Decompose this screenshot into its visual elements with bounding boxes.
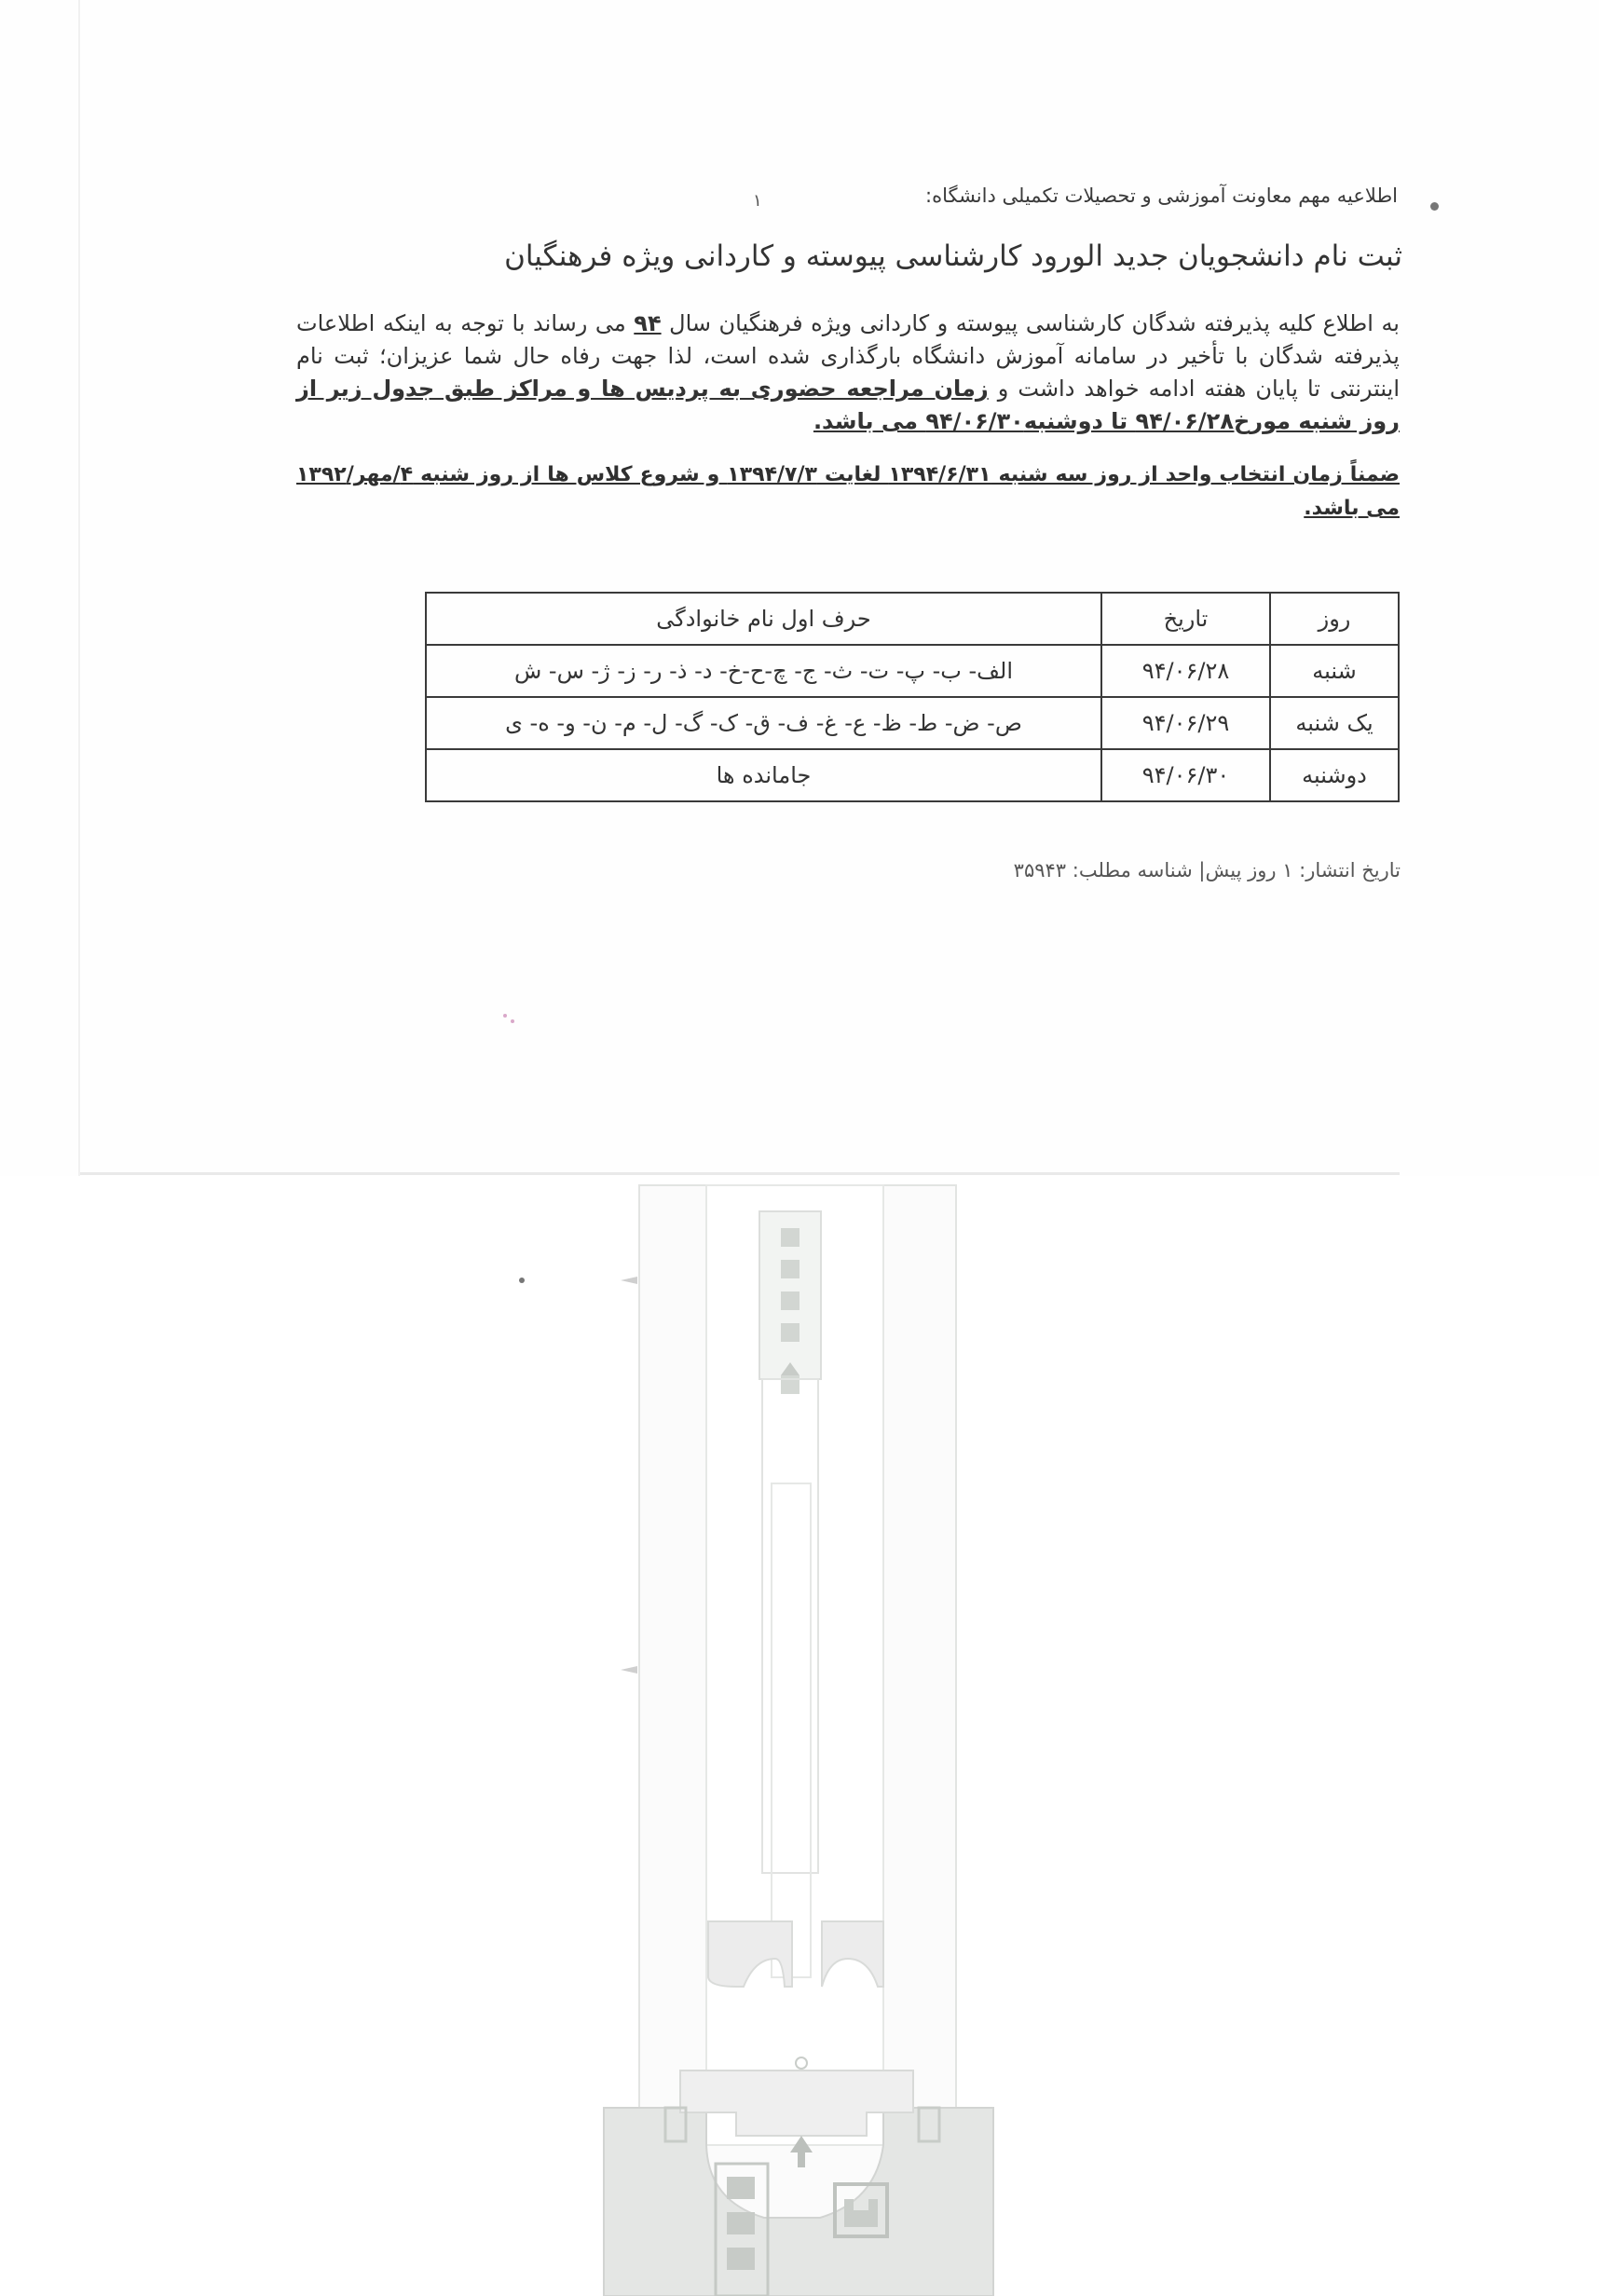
notice-header: اطلاعیه مهم معاونت آموزشی و تحصیلات تکمیلی دانشگاه:: [925, 184, 1398, 207]
schedule-table: [425, 592, 1400, 802]
cell-day: شنبه: [1270, 645, 1399, 697]
dust-dot: [519, 1278, 525, 1283]
rail-pin: [621, 1277, 637, 1284]
rail-pin: [621, 1666, 637, 1674]
publish-meta: تاریخ انتشار: ۱ روز پیش| شناسه مطلب: ۳۵۹۴۳: [1013, 859, 1401, 882]
cell-day: دوشنبه: [1270, 749, 1399, 801]
header-day: روز: [1270, 593, 1399, 645]
table-row: [426, 749, 1399, 801]
header-date: تاریخ: [1101, 593, 1270, 645]
scan-speck: [503, 1014, 507, 1018]
paragraph-bold-text: زمان مراجعه حضوری به پردیس ها و مراکز طبق جدول زیر از روز شنبه مورخ۹۴/۰۶/۲۸ تا دوشنبه۹۴/۰۶/۳۰ می باشد.: [296, 376, 1400, 434]
film-frames: [727, 2177, 755, 2270]
cell-date: ۹۴/۰۶/۲۸: [1101, 645, 1270, 697]
enrollment-paragraph: ضمناً زمان انتخاب واحد از روز سه شنبه ۱۳۹۴/۶/۳۱ لغایت ۱۳۹۴/۷/۳ و شروع کلاس ها از روز شنبه ۴/مهر/۱۳۹۲ می باشد.: [296, 463, 1401, 520]
year-highlight: ۹۴: [634, 310, 662, 336]
page-title: ثبت نام دانشجویان جدید الورود کارشناسی پیوسته و کاردانی ویژه فرهنگیان: [504, 239, 1402, 273]
paragraph-text-1: به اطلاع کلیه پذیرفته شدگان کارشناسی پیوسته و کاردانی ویژه فرهنگیان سال: [661, 310, 1400, 336]
scan-speck: [511, 1019, 514, 1023]
paper-bottom-edge: [80, 1172, 1400, 1175]
cell-letters: ص- ض- ط- ظ- ع- غ- ف- ق- ک- گ- ل- م- ن- و- ه- ی: [426, 697, 1101, 749]
paper-left-edge: [78, 0, 80, 1176]
cell-date: ۹۴/۰۶/۳۰: [1101, 749, 1270, 801]
cell-letters: جامانده ها: [426, 749, 1101, 801]
bullet-icon: [1430, 202, 1439, 211]
page-number: ۱: [753, 191, 762, 211]
scanner-bed: [0, 1176, 1599, 2296]
cell-letters: الف- ب- پ- ت- ث- ج- چ-ح-خ- د- ذ- ر- ز- ژ- س- ش: [426, 645, 1101, 697]
header-letters: حرف اول نام خانوادگی: [426, 593, 1101, 645]
paragraph-text-2: می رساند با توجه به اینکه اطلاعات پذیرفته شدگان با تأخیر در سامانه آموزش دانشگاه بارگذاری شده است، لذا جهت رفاه حال شما عزیزان؛ ثبت نام اینترنتی تا پایان هفته ادامه خواهد داشت و: [296, 310, 1401, 402]
table-row: [426, 645, 1399, 697]
cell-day: یک شنبه: [1270, 697, 1399, 749]
table-row: [426, 697, 1399, 749]
announcement-paragraph: [296, 308, 1400, 438]
table-header-row: [426, 593, 1399, 645]
cell-date: ۹۴/۰۶/۲۹: [1101, 697, 1270, 749]
scanner-mechanism-graphic: [0, 1176, 1599, 2296]
